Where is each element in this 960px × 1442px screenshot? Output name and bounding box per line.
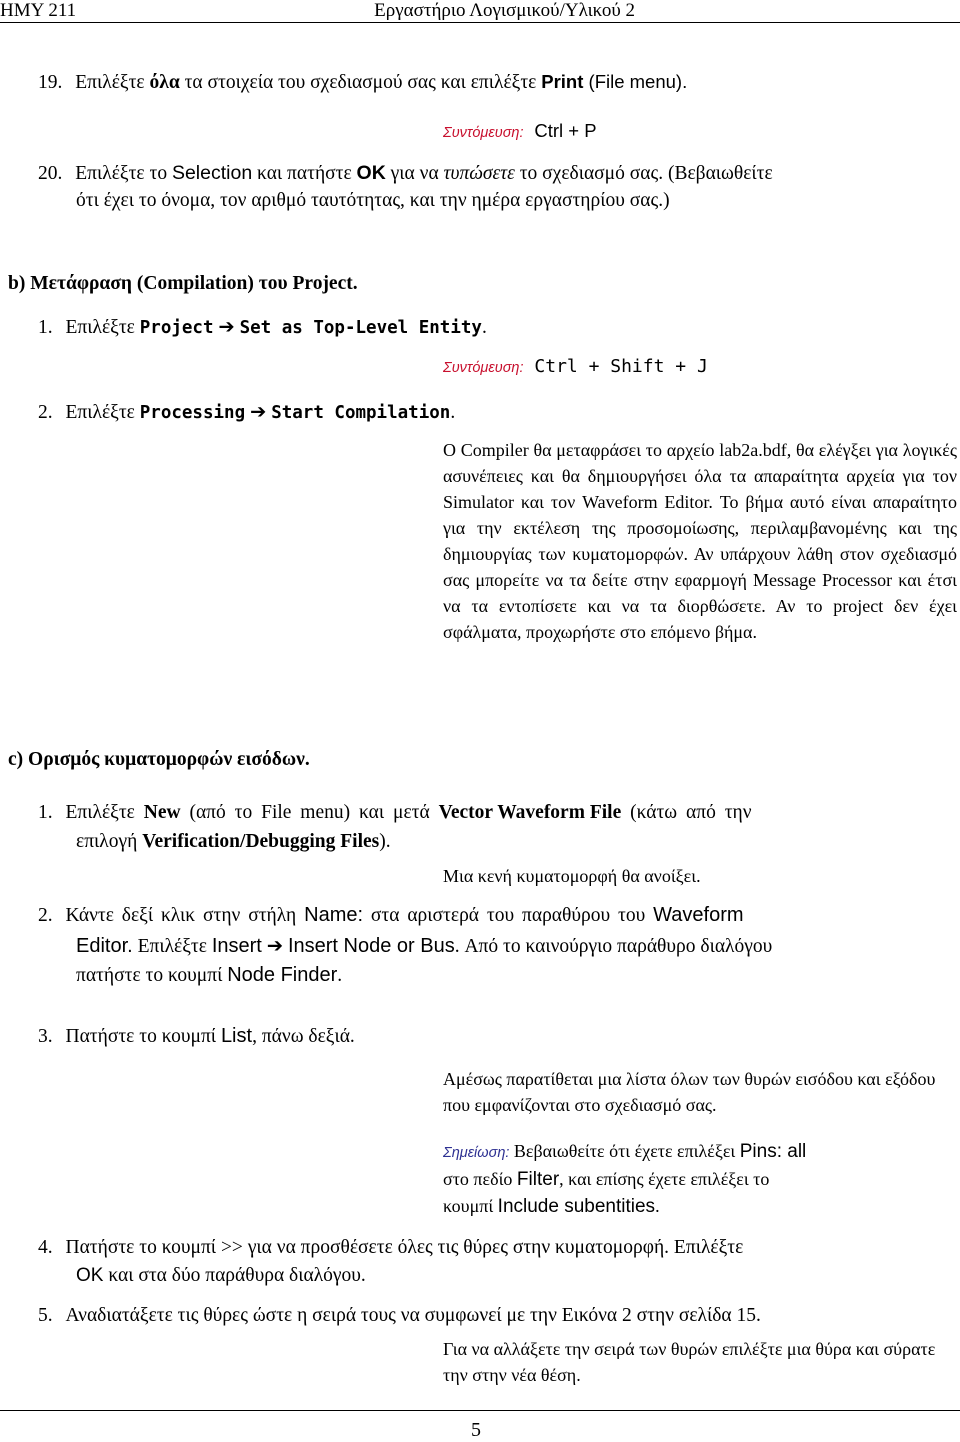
step-text: . Από το καινούργιο παράθυρο διαλόγου	[454, 936, 773, 957]
step-text: Επιλέξτε το	[75, 163, 172, 184]
menu-insert: Insert	[211, 935, 262, 957]
step-text: Επιλέξτε	[65, 802, 144, 823]
note-label-text: Σημείωση:	[443, 1145, 510, 1161]
arrow-right-icon: ➔	[266, 934, 284, 957]
header-title: Εργαστήριο Λογισμικού/Υλικού 2	[374, 0, 635, 21]
note-line-2	[443, 1169, 769, 1191]
shortcut-label: Συντόμευση:	[443, 360, 524, 376]
step-text: (File menu).	[583, 71, 688, 92]
menu-processing: Processing	[139, 403, 246, 423]
section-c-step-3	[38, 1025, 355, 1048]
step-text: .	[481, 317, 487, 338]
step-text: πατήστε το κουμπί	[76, 965, 228, 986]
step-bold: όλα	[149, 72, 180, 93]
vector-waveform-file: Vector Waveform File	[438, 802, 622, 823]
step-number: 4.	[38, 1237, 53, 1258]
ok-command: OK	[76, 1265, 104, 1286]
step-text: Πατήστε το κουμπί	[65, 1237, 221, 1258]
port-list-note: Αμέσως παρατίθεται μια λίστα όλων των θυρών εισόδου και εξόδου που εμφανίζονται στο σχεδιασμό σας.	[443, 1069, 936, 1115]
step-text: Αναδιατάξετε τις θύρες ώστε η σειρά τους να συμφωνεί με την Εικόνα 2 στην σελίδα 15.	[65, 1305, 761, 1326]
menu-project: Project	[139, 318, 214, 338]
section-b-step-2	[38, 400, 455, 424]
reorder-note: Για να αλλάξετε την σειρά των θυρών επιλέξτε μια θύρα και σύρατε την στην νέα θέση.	[443, 1339, 936, 1385]
step-text: στο πεδίο	[443, 1169, 517, 1189]
step-number: 1.	[38, 802, 53, 823]
note-label	[443, 1145, 509, 1161]
new-command: New	[143, 802, 181, 823]
section-c-step-1-line2	[76, 831, 391, 853]
include-subentities-option: Include subentities	[497, 1196, 656, 1217]
step-text: Επιλέξτε	[132, 936, 212, 957]
page-header	[0, 0, 960, 23]
node-finder-button: Node Finder	[227, 964, 338, 986]
add-all-button: >>	[220, 1237, 243, 1258]
step-text: ).	[379, 831, 391, 852]
filter-field: Filter	[516, 1169, 560, 1190]
step-text: Πατήστε το κουμπί	[65, 1026, 221, 1047]
step-text: .	[337, 965, 343, 986]
selection-option: Selection	[171, 162, 253, 184]
step-text: .	[450, 402, 456, 423]
list-button: List	[220, 1025, 253, 1047]
step-text: τα στοιχεία του σχεδιασμού σας και επιλέξτε	[179, 72, 542, 93]
step-text: και πατήστε	[252, 163, 357, 184]
section-c-step-2-line3	[76, 964, 342, 987]
step-number: 1.	[38, 317, 53, 338]
section-c-step-2-line2	[76, 934, 772, 958]
step-text: στα αριστερά του παραθύρου του	[363, 905, 654, 926]
menu-start-compilation: Start Compilation	[271, 403, 451, 423]
step-19	[38, 71, 687, 94]
step-number: 3.	[38, 1026, 53, 1047]
menu-set-top-level: Set as Top-Level Entity	[239, 318, 482, 338]
step-text: (από το File menu) και μετά	[180, 802, 439, 823]
note-line-3	[443, 1196, 660, 1218]
pins-all-option: Pins: all	[739, 1141, 807, 1162]
step-text: για να προσθέσετε όλες τις θύρες στην κυματομορφή. Επιλέξτε	[242, 1237, 744, 1258]
step-20	[38, 162, 773, 185]
shortcut-19	[443, 120, 597, 143]
step-text: , και επίσης έχετε επιλέξει το	[559, 1169, 770, 1189]
step-text: για να	[385, 163, 444, 184]
step-text: Βεβαιωθείτε ότι έχετε επιλέξει	[509, 1141, 740, 1161]
section-c-heading: c) Ορισμός κυματομορφών εισόδων.	[8, 749, 310, 770]
shortcut-keys: Ctrl + P	[534, 120, 597, 141]
shortcut-b1	[443, 356, 708, 378]
section-b-step-1	[38, 315, 487, 339]
shortcut-keys: Ctrl + Shift + J	[534, 356, 708, 377]
step-text: (κάτω από την	[621, 802, 752, 823]
step-text: Κάντε δεξί κλικ στην στήλη	[65, 905, 305, 926]
name-column: Name:	[304, 904, 364, 926]
step-text: επιλογή	[76, 831, 143, 852]
arrow-right-icon: ➔	[249, 400, 267, 423]
step-text: , πάνω δεξιά.	[252, 1026, 355, 1047]
step-text: το σχεδιασμό σας. (Βεβαιωθείτε	[514, 163, 773, 184]
empty-waveform-note: Μια κενή κυματομορφή θα ανοίξει.	[443, 866, 701, 886]
section-c-step-2	[38, 904, 744, 927]
arrow-right-icon: ➔	[218, 315, 235, 338]
section-c-step-1	[38, 802, 958, 824]
footer-divider	[0, 1410, 960, 1411]
step-number: 20.	[38, 163, 63, 184]
section-c-step-5	[38, 1305, 761, 1327]
section-c-step-4-line2	[76, 1265, 366, 1287]
step-text: Επιλέξτε	[65, 317, 140, 338]
waveform-editor: Waveform	[653, 904, 744, 926]
step-italic: τυπώσετε	[443, 163, 515, 184]
step-text: .	[655, 1196, 660, 1216]
page-number: 5	[471, 1419, 481, 1441]
shortcut-label: Συντόμευση:	[443, 125, 524, 141]
ok-command: OK	[356, 162, 386, 184]
step-number: 19.	[38, 72, 63, 93]
step-text: Επιλέξτε	[75, 72, 150, 93]
note-line-1	[443, 1141, 806, 1163]
step-number: 2.	[38, 905, 53, 926]
section-b-heading: b) Μετάφραση (Compilation) του Project.	[8, 273, 358, 294]
step-20-line2: ότι έχει το όνομα, τον αριθμό ταυτότητας, και την ημέρα εργαστηρίου σας.)	[76, 190, 670, 211]
menu-insert-node: Insert Node or Bus	[287, 935, 455, 957]
header-course: ΗΜΥ 211	[0, 0, 77, 21]
print-command: Print	[541, 71, 584, 92]
step-number: 2.	[38, 402, 53, 423]
step-text: Επιλέξτε	[65, 402, 140, 423]
step-text: κουμπί	[443, 1196, 498, 1216]
verification-files: Verification/Debugging Files	[142, 831, 380, 852]
step-number: 5.	[38, 1305, 53, 1326]
waveform-editor: Editor.	[76, 935, 133, 957]
compiler-note: Ο Compiler θα μεταφράσει το αρχείο lab2a.bdf, θα ελέγξει για λογικές ασυνέπειες και θα δημιουργήσει όλα τα απαραίτητα αρχεία για τον Simulator και τον Waveform Editor. Το βήμα αυτό είναι απαραίτητο για την εκτέλεση της προσομοίωσης, περιλαμβανομένης και της δημιουργίας των κυματομορφών. Αν υπάρχουν λάθη στον σχεδιασμό σας μπορείτε να τα δείτε στην εφαρμογή Message Processor και έτσι να τα εντοπίσετε και να τα διορθώσετε. Αν το project δεν έχει σφάλματα, προχωρήστε στο επόμενο βήμα.	[443, 440, 957, 642]
step-text: και στα δύο παράθυρα διαλόγου.	[103, 1265, 366, 1286]
section-c-step-4	[38, 1237, 743, 1259]
